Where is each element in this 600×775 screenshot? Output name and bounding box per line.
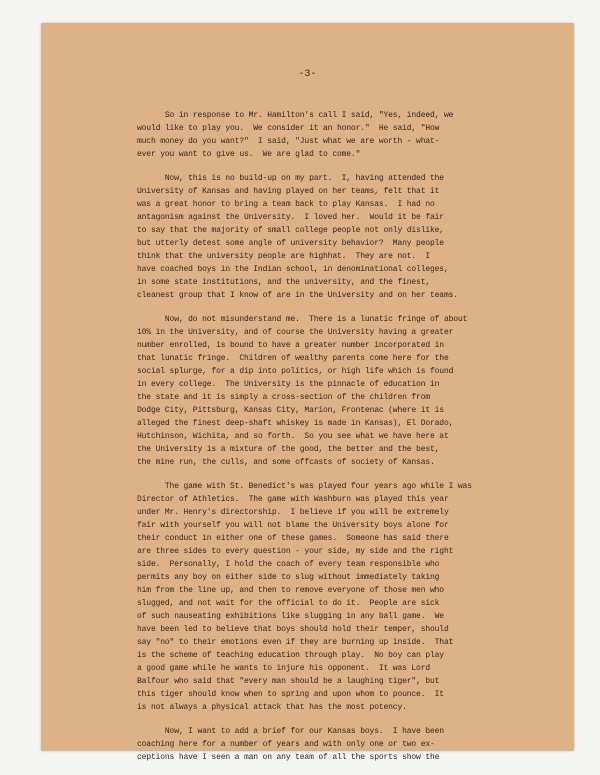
text-line: fair with yourself you will not blame the University boys alone for xyxy=(137,521,449,530)
text-line: number enrolled, is bound to have a greater number incorporated in xyxy=(137,341,444,350)
text-line: Hutchinson, Wichita, and so forth. So you see what we have here at xyxy=(137,432,449,441)
paragraph xyxy=(137,480,565,714)
text-line: antagonism against the University. I loved her. Would it be fair xyxy=(137,213,444,222)
text-line: University of Kansas and having played on her teams, felt that it xyxy=(137,187,440,196)
text-line: are three sides to every question - your side, my side and the right xyxy=(137,547,454,556)
text-line: Now, this is no build-up on my part. I, having attended the xyxy=(137,174,444,183)
text-line: Now, I want to add a brief for our Kansas boys. I have been xyxy=(137,727,444,736)
text-line: cleanest group that I know of are in the University and on her teams. xyxy=(137,291,458,300)
text-line: the state and it is simply a cross-section of the children from xyxy=(137,393,430,402)
text-line: think that the university people are highhat. They are not. I xyxy=(137,252,430,261)
text-line: in every college. The University is the pinnacle of education in xyxy=(137,380,440,389)
text-line: So in response to Mr. Hamilton's call I said, "Yes, indeed, we xyxy=(137,111,454,120)
text-line: that lunatic fringe. Children of wealthy parents come here for the xyxy=(137,354,449,363)
text-line: 10% in the University, and of course the University having a greater xyxy=(137,328,454,337)
text-line: to say that the majority of small college people not only dislike, xyxy=(137,226,444,235)
text-line: slugged, and not wait for the official to do it. People are sick xyxy=(137,599,440,608)
text-line: alleged the finest deep-shaft whiskey is made in Kansas), El Dorado, xyxy=(137,419,454,428)
text-line: Dodge City, Pittsburg, Kansas City, Marion, Frontenac (where it is xyxy=(137,406,444,415)
text-line: coaching here for a number of years and with only one or two ex- xyxy=(137,740,435,749)
page-number: -3- xyxy=(298,69,317,80)
text-line: ever you want to give us. We are glad to come." xyxy=(137,150,361,159)
text-line: social splurge, for a dip into politics, or high life which is found xyxy=(137,367,454,376)
text-line: under Mr. Henry's directorship. I believe if you will be extremely xyxy=(137,508,449,517)
letter-body xyxy=(137,109,565,775)
text-line: have coached boys in the Indian school, in denominational colleges, xyxy=(137,265,449,274)
text-line: have been led to believe that boys should hold their temper, should xyxy=(137,625,449,634)
text-line: in some state institutions, and the university, and the finest, xyxy=(137,278,430,287)
paragraph xyxy=(137,313,565,469)
text-line: The game with St. Benedict's was played four years ago while I was xyxy=(137,482,472,491)
text-line: this tiger should know when to spring and upon whom to pounce. It xyxy=(137,690,444,699)
paragraph xyxy=(137,109,565,161)
text-line: their conduct in either one of these games. Someone has said there xyxy=(137,534,449,543)
text-line: side. Personally, I hold the coach of every team responsible who xyxy=(137,560,440,569)
text-line: would like to play you. We consider it an honor." He said, "How xyxy=(137,124,440,133)
text-line: Now, do not misunderstand me. There is a lunatic fringe of about xyxy=(137,315,468,324)
paragraph xyxy=(137,725,565,764)
text-line: a good game while he wants to injure his opponent. It was Lord xyxy=(137,664,430,673)
text-line: him from the line up, and then to remove everyone of those men who xyxy=(137,586,444,595)
text-line: was a great honor to bring a team back to play Kansas. I had no xyxy=(137,200,435,209)
text-line: much money do you want?" I said, "Just what we are worth - what- xyxy=(137,137,440,146)
text-line: is the scheme of teaching education through play. No boy can play xyxy=(137,651,444,660)
text-line: of such nauseating exhibitions like slugging in any ball game. We xyxy=(137,612,444,621)
text-line: permits any boy on either side to slug without immediately taking xyxy=(137,573,440,582)
text-line: say "no" to their emotions even if they are burning up inside. That xyxy=(137,638,454,647)
paragraph xyxy=(137,172,565,302)
letter-page xyxy=(41,23,574,762)
text-line: Balfour who said that "every man should be a laughing tiger", but xyxy=(137,677,440,686)
text-line: Director of Athletics. The game with Washburn was played this year xyxy=(137,495,449,504)
text-line: is not always a physical attack that has the most potency. xyxy=(137,703,407,712)
text-line: ceptions have I seen a man on any team of all the sports show the xyxy=(137,753,440,762)
text-line: the University is a mixture of the good, the better and the best, xyxy=(137,445,440,454)
text-line: the mine run, the culls, and some offcasts of society of Kansas. xyxy=(137,458,435,467)
text-line: but utterly detest some angle of university behavior? Many people xyxy=(137,239,444,248)
